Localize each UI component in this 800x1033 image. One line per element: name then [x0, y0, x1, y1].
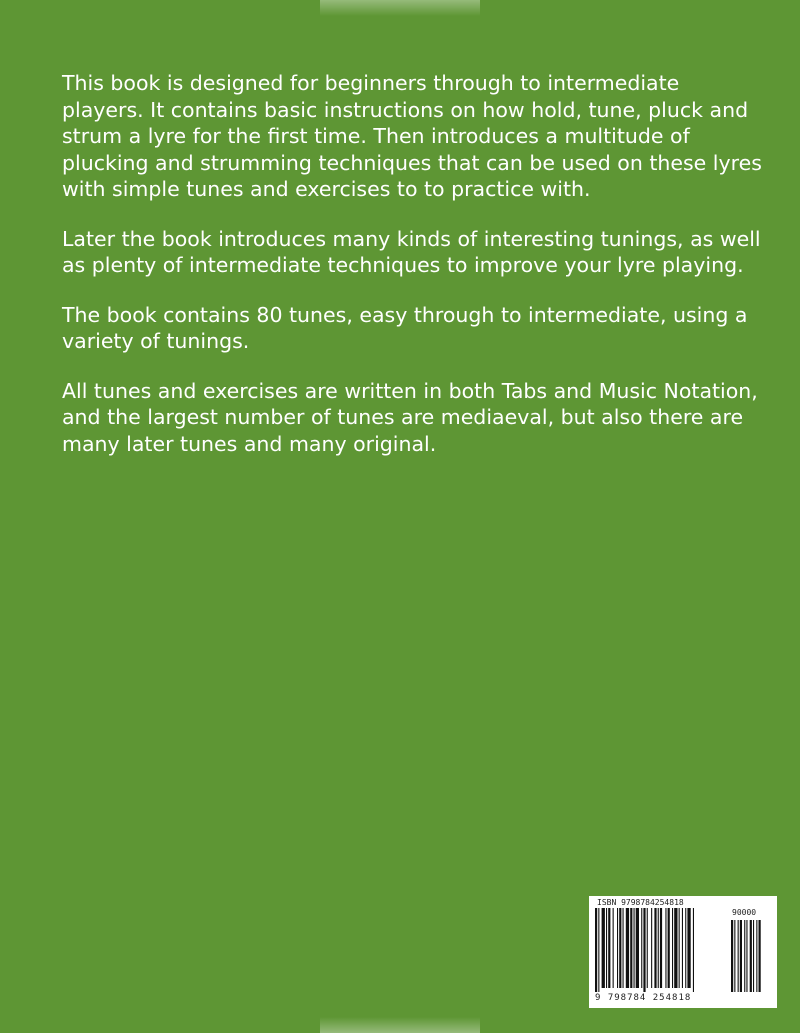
barcode-bar — [651, 908, 652, 988]
barcode-bar — [636, 908, 639, 988]
barcode-addon-bar — [746, 920, 747, 992]
barcode-bar — [619, 908, 621, 988]
barcode-bar — [660, 908, 662, 988]
barcode-bar — [674, 908, 677, 988]
spine-edge-top — [320, 0, 480, 16]
barcode-addon-bar — [734, 920, 735, 992]
isbn-barcode — [589, 896, 777, 1008]
blurb-paragraph: Later the book introduces many kinds of interesting tunings, as well as plenty of intermediate techniques to improve your lyre playing. — [62, 226, 761, 277]
barcode-bar — [613, 908, 614, 988]
barcode-bar — [595, 908, 597, 992]
barcode-bar — [641, 908, 642, 988]
blurb-paragraph: All tunes and exercises are written in both Tabs and Music Notation, and the largest number of tunes are mediaeval, but also there are many later tunes and many original. — [62, 378, 758, 456]
isbn-label: ISBN 9798784254818 — [597, 898, 684, 907]
price-addon-label: 90000 — [732, 908, 757, 917]
barcode-bar — [598, 908, 599, 992]
barcode-bar — [634, 908, 635, 988]
blurb-paragraph: This book is designed for beginners through to intermediate players. It contains basic instructions on how hold, tune, pluck and strum a lyre for the first time. Then introduces a multitude of plucking and strumming techniques that can be used on these lyres with simple tunes and exercises to to practice with. — [62, 71, 762, 201]
barcode-addon-bar — [731, 920, 733, 992]
barcode-bar — [654, 908, 656, 988]
barcode-addon-bar — [756, 920, 757, 992]
barcode-bar — [623, 908, 624, 988]
barcode-bar — [606, 908, 607, 988]
barcode-bar — [685, 908, 686, 988]
barcode-bar — [682, 908, 683, 988]
barcode-bar — [630, 908, 632, 988]
blurb-paragraph: The book contains 80 tunes, easy through to intermediate, using a variety of tunings. — [62, 302, 748, 353]
barcode-bar — [679, 908, 680, 988]
barcode-bar — [693, 908, 694, 992]
barcode-addon-bar — [759, 920, 761, 992]
isbn-digits: 9 798784 254818 — [595, 993, 692, 1003]
back-cover-blurb — [62, 70, 762, 480]
barcode-addon-bar — [750, 920, 752, 992]
barcode-bar — [668, 908, 670, 988]
barcode-bar — [687, 908, 690, 988]
barcode-addon-bar — [740, 920, 742, 992]
barcode-bar — [617, 908, 618, 988]
barcode-bar — [658, 908, 659, 988]
barcode-addon-bar — [738, 920, 739, 992]
barcode-bar — [643, 908, 645, 992]
spine-edge-bottom — [320, 1017, 480, 1033]
barcode-addon-bar — [744, 920, 745, 992]
barcode-bar — [626, 908, 629, 988]
barcode-bar — [602, 908, 605, 988]
barcode-bar — [665, 908, 666, 988]
barcode-addon-bar — [753, 920, 754, 992]
barcode-bar — [608, 908, 610, 988]
barcode-bar — [672, 908, 673, 988]
barcode-bars — [595, 908, 771, 992]
barcode-bar — [647, 908, 648, 988]
